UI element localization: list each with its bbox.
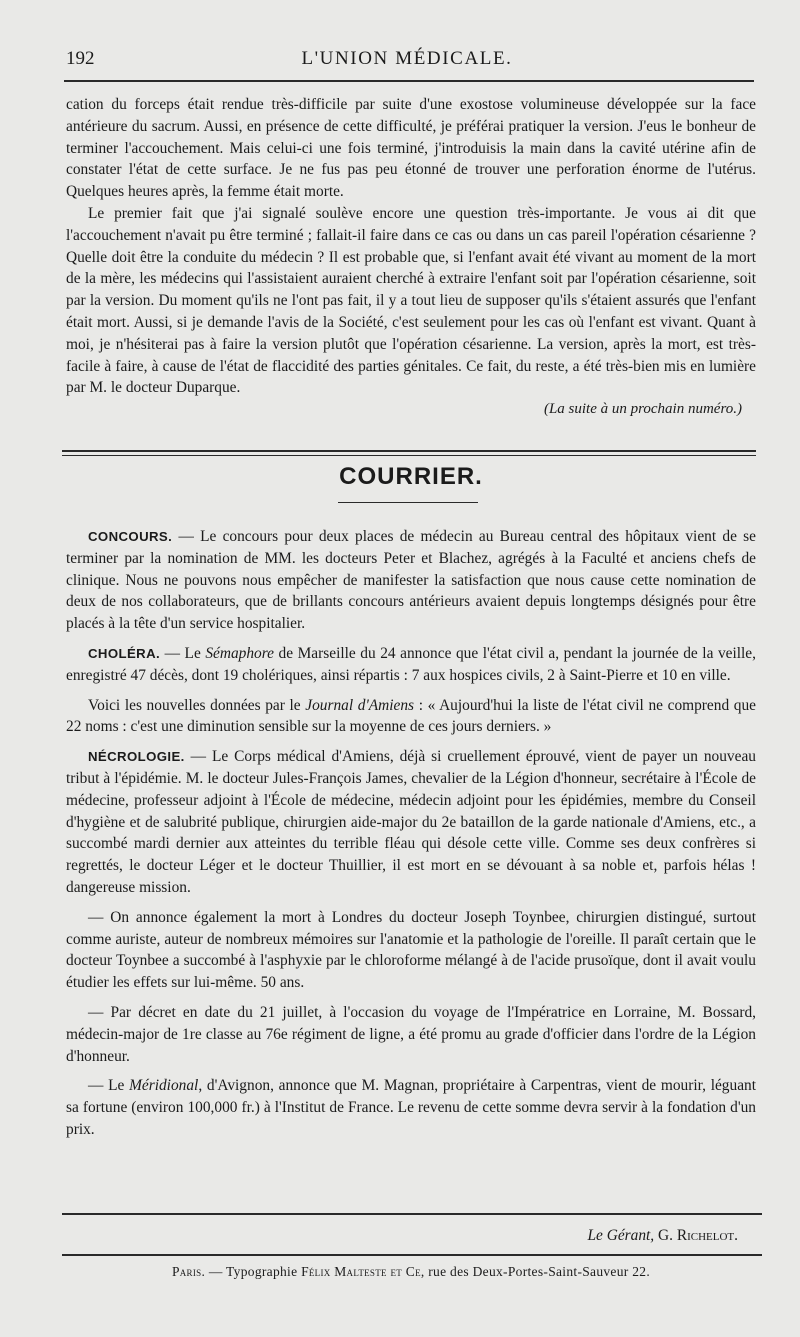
- printer-name: Félix Malteste et Ce: [301, 1264, 421, 1279]
- amiens-text-a: Voici les nouvelles données par le: [88, 696, 306, 714]
- footer-rule-bottom: [62, 1254, 762, 1256]
- gerant-signature: [66, 1227, 738, 1245]
- article-continued: [66, 94, 756, 421]
- journal-title: L'UNION MÉDICALE.: [301, 48, 513, 69]
- title-underline: [338, 502, 478, 503]
- gerant-name: G. Richelot.: [658, 1227, 738, 1244]
- header-rule: [64, 80, 754, 82]
- gerant-label: Le Gérant,: [587, 1227, 655, 1244]
- concours-paragraph: [66, 526, 756, 635]
- continuation-note: (La suite à un prochain numéro.): [543, 401, 742, 418]
- amiens-paragraph: [66, 695, 756, 739]
- concours-text: — Le concours pour deux places de médecin au Bureau central des hôpitaux vient de se terminer par la nomination de MM. les docteurs Peter et Blachez, agrégés à la Faculté et anciens chefs de clinique. Nous ne pouvons nous empêcher de manifester la satisfaction que nous cause cette nomination de deux de nos collaborateurs, que de brillants concours antérieurs avaient depuis longtemps désignés pour être placés à la tête d'un service hospitalier.: [66, 528, 756, 633]
- cholera-paragraph: [66, 643, 756, 687]
- necrologie-paragraph: [66, 746, 756, 899]
- journal-amiens-source: Journal d'Amiens: [305, 696, 415, 714]
- meridional-source: Méridional: [129, 1077, 199, 1095]
- courrier-section: [66, 526, 756, 1141]
- necrologie-tag: NÉCROLOGIE.: [88, 749, 185, 765]
- footer-rule-top: [62, 1213, 762, 1215]
- semaphore-source: Sémaphore: [205, 644, 274, 662]
- paragraph-question: Le premier fait que j'ai signalé soulève encore une question très-importante. Je vous ai dit que l'accouchement n'avait pu être terminé ; fallait-il faire dans ce cas ou dans un cas pareil l'opération césarienne ? Quelle doit être la conduite du médecin ? Il est probable que, si l'enfant avait été vivant au moment de la mort de la mère, les médecins qui l'assistaient auraient cherché à extraire l'enfant soit par l'opération césarienne, soit par la version. Du moment qu'ils ne l'ont pas fait, il y a tout lieu de supposer qu'ils s'étaient assurés que l'enfant était mort. Aussi, si je demande l'avis de la Société, c'est seulement pour les cas où l'enfant est vivant. Quant à moi, je n'hésiterai pas à faire la version plutôt que l'opération césarienne. La version, après la mort, est très-facile à faire, à cause de l'état de flaccidité des parties génitales. Ce fait, du reste, a été très-bien mis en lumière par M. le docteur Duparque.: [66, 204, 756, 397]
- section-double-rule-bottom: [62, 455, 756, 456]
- cholera-tag: CHOLÉRA.: [88, 645, 161, 661]
- cholera-text-b: de Marseille du 24 annonce que l'état civil a, pendant la journée de la veille, enregistré 47 décès, dont 19 cholériques, ainsi répartis : 7 aux hospices civils, 2 à Saint-Pierre et 10 en ville.: [66, 644, 756, 684]
- printer-text-b: , rue des Deux-Portes-Saint-Sauveur 22.: [420, 1264, 651, 1279]
- printer-imprint: [66, 1264, 756, 1280]
- decret-paragraph: — Par décret en date du 21 juillet, à l'occasion du voyage de l'Impératrice en Lorraine, M. Bossard, médecin-major de 1re classe au 76e régiment de ligne, a été promu au grade d'officier dans l'ordre de la Légion d'honneur.: [66, 1003, 756, 1065]
- printer-text-a: — Typographie: [205, 1264, 302, 1279]
- amiens-text-b: : « Aujourd'hui la liste de l'état civil ne comprend que 22 noms : c'est une diminution sensible sur la moyenne de ces jours derniers. »: [66, 696, 756, 736]
- section-double-rule-top: [62, 450, 756, 452]
- page-number: 192: [66, 48, 95, 69]
- paragraph-forceps: cation du forceps était rendue très-difficile par suite d'une exostose volumineuse développée sur la face antérieure du sacrum. Aussi, en présence de cette difficulté, je préférai pratiquer la version. J'eus le bonheur de terminer l'accouchement. Mais celui-ci une fois terminé, j'introduisis la main dans la cavité utérine afin de constater l'état de cette surface. Je ne fus pas peu étonné de trouver une perforation énorme de l'utérus. Quelques heures après, la femme était morte.: [66, 96, 756, 201]
- running-header: [62, 46, 752, 76]
- meridional-text-a: — Le: [88, 1077, 130, 1095]
- printer-city: Paris.: [171, 1264, 206, 1279]
- meridional-paragraph: [66, 1075, 756, 1140]
- necrologie-text: — Le Corps médical d'Amiens, déjà si cruellement éprouvé, vient de payer un nouveau tribut à l'épidémie. M. le docteur Jules-François James, chevalier de la Légion d'honneur, secrétaire à l'École de médecine, professeur adjoint à l'École de médecine, médecin adjoint pour les épidémies, membre du Conseil d'hygiène et de salubrité publique, chirurgien aide-major du 2e bataillon de la garde nationale d'Amiens, etc., a succombé mardi dernier aux atteintes du terrible fléau qui désole cette ville. Comme ses deux confrères si regrettés, le docteur Léger et le docteur Thuillier, il est mort en se dévouant à sa noble et, parfois hélas ! dangereuse mission.: [66, 748, 756, 896]
- meridional-text-b: , d'Avignon, annonce que M. Magnan, propriétaire à Carpentras, vient de mourir, léguant sa fortune (environ 100,000 fr.) à l'Institut de France. Le revenu de cette somme devra servir à la fondation d'un prix.: [66, 1077, 756, 1138]
- courrier-title: COURRIER.: [339, 463, 483, 490]
- cholera-text-a: — Le: [160, 644, 206, 662]
- concours-tag: CONCOURS.: [88, 529, 173, 544]
- toynbee-paragraph: — On annonce également la mort à Londres du docteur Joseph Toynbee, chirurgien distingué, surtout comme auriste, auteur de nombreux mémoires sur l'anatomie et la pathologie de l'oreille. Il paraît certain que le docteur Toynbee a succombé à l'asphyxie par le chloroforme mélangé à de l'acide prusoïque, dont il avait voulu étudier les effets sur lui-même. 50 ans.: [66, 908, 756, 992]
